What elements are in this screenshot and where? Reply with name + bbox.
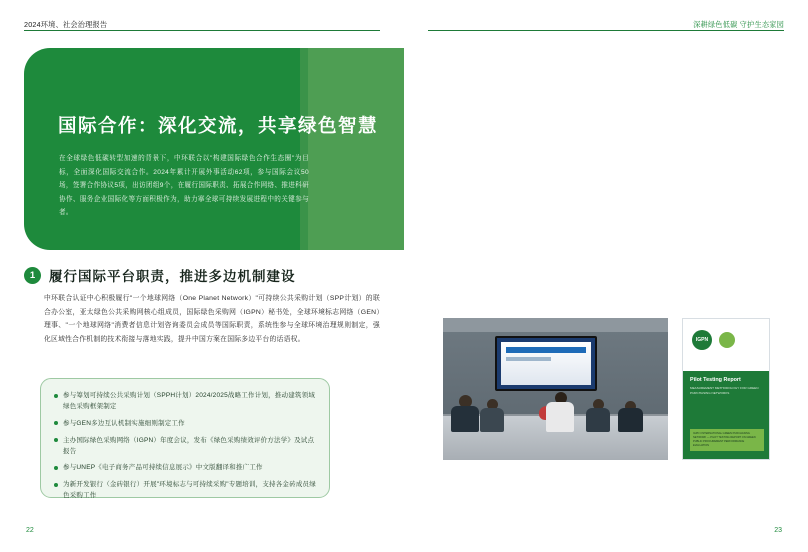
igpn-logo-icon: IGPN xyxy=(692,330,712,350)
list-item xyxy=(54,418,316,429)
bullet-dot-icon xyxy=(54,483,58,487)
photo-person-body xyxy=(618,408,643,432)
photo-presentation-screen xyxy=(495,336,597,391)
photo-screen-content xyxy=(501,342,591,385)
photo-person-body xyxy=(546,402,574,432)
running-header-left: 2024环境、社会治理报告 xyxy=(24,20,108,29)
photo-person-body xyxy=(480,408,504,432)
photo-person-body xyxy=(451,406,479,432)
hero-panel xyxy=(24,48,404,250)
header-rule-right xyxy=(428,30,784,31)
list-item-label: 参与筹划可持续公共采购计划（SPPH计划）2024/2025战略工作计划，推动建筑领域绿色采购框架制定 xyxy=(63,392,316,411)
section-heading xyxy=(24,265,296,285)
header-rule-left xyxy=(24,30,380,31)
hero-band-outer xyxy=(308,48,404,250)
running-header-right: 深耕绿色低碳 守护生态家园 xyxy=(693,20,784,29)
photo-ceiling xyxy=(443,318,668,332)
hero-band-inner xyxy=(300,48,308,250)
page-number-left: 22 xyxy=(26,527,34,534)
list-item xyxy=(54,479,316,501)
list-item xyxy=(54,390,316,412)
list-item-label: 主办国际绿色采购网络（IGPN）年度会议，发布《绿色采购绩效评价方法学》及试点报告 xyxy=(63,436,315,455)
meeting-photo xyxy=(443,318,668,460)
hero-body-text: 在全球绿色低碳转型加速的背景下，中环联合以"构建国际绿色合作生态圈"为目标，全面深化国际交流合作。2024年累计开展外事活动62项，参与国际会议50场，签署合作协议5项，出访团组9个，在履行国际职责、拓展合作网络、推进科研协作、服务企业国际化等方面积极作为，助力搴全球可持续发展进程中的关键参与者。 xyxy=(59,155,309,217)
list-item xyxy=(54,435,316,457)
list-item-label: 为新开发银行（金砖银行）开展"环境标志与可持续采购"专题培训，支持各金砖成员绿色采购工作 xyxy=(63,481,316,500)
report-cover-footer xyxy=(690,429,764,451)
section-title: 履行国际平台职责，推进多边机制建设 xyxy=(49,269,296,284)
report-cover-image xyxy=(682,318,770,460)
list-item-label: 参与GEN多边互认机制实施细则制定工作 xyxy=(63,419,185,427)
report-cover-title: Pilot Testing Report xyxy=(690,377,741,383)
hero-title: 国际合作：深化交流，共享绿色智慧 xyxy=(58,115,379,136)
report-cover-subtitle: MEASUREMENT METHODOLOGY FOR GREEN PURCHASING NETWORKS xyxy=(690,386,759,395)
photo-person-body xyxy=(586,408,610,432)
bullet-dot-icon xyxy=(54,466,58,470)
list-item-label: 参与UNEP《电子商务产品可持续信息展示》中文版翻译和推广工作 xyxy=(63,464,263,472)
list-item xyxy=(54,462,316,473)
bullet-dot-icon xyxy=(54,438,58,442)
report-cover-footer-text: IGPN / INTERNATIONAL GREEN PURCHASING NETWORK — PILOT TESTING REPORT ON GREEN PUBLIC PROCUREMENT PERFORMANCE EVALUATION xyxy=(693,432,756,447)
page-right xyxy=(404,0,808,552)
section-number-badge: 1 xyxy=(24,267,41,284)
page-number-right: 23 xyxy=(774,527,782,534)
bullet-dot-icon xyxy=(54,394,58,398)
bullet-dot-icon xyxy=(54,421,58,425)
section-paragraph: 中环联合认证中心积极履行"一个地球网络（One Planet Network）"可持续公共采购计划（SPP计划）的联合办公室，亚太绿色公共采购网核心组成员，国际绿色采购网（IGPN）秘书处，全球环境标志网络（GEN）理事、"一个地球网络"消费者信息计划咨询委员会成员等国际职责，系统性参与全球环境治理规则制定，强化区域性合作机制的技术衔接与落地实践，提升中国方案在国际多边平台的话语权。 xyxy=(44,295,380,343)
partner-logo-icon xyxy=(719,332,735,348)
highlights-card xyxy=(40,378,330,498)
